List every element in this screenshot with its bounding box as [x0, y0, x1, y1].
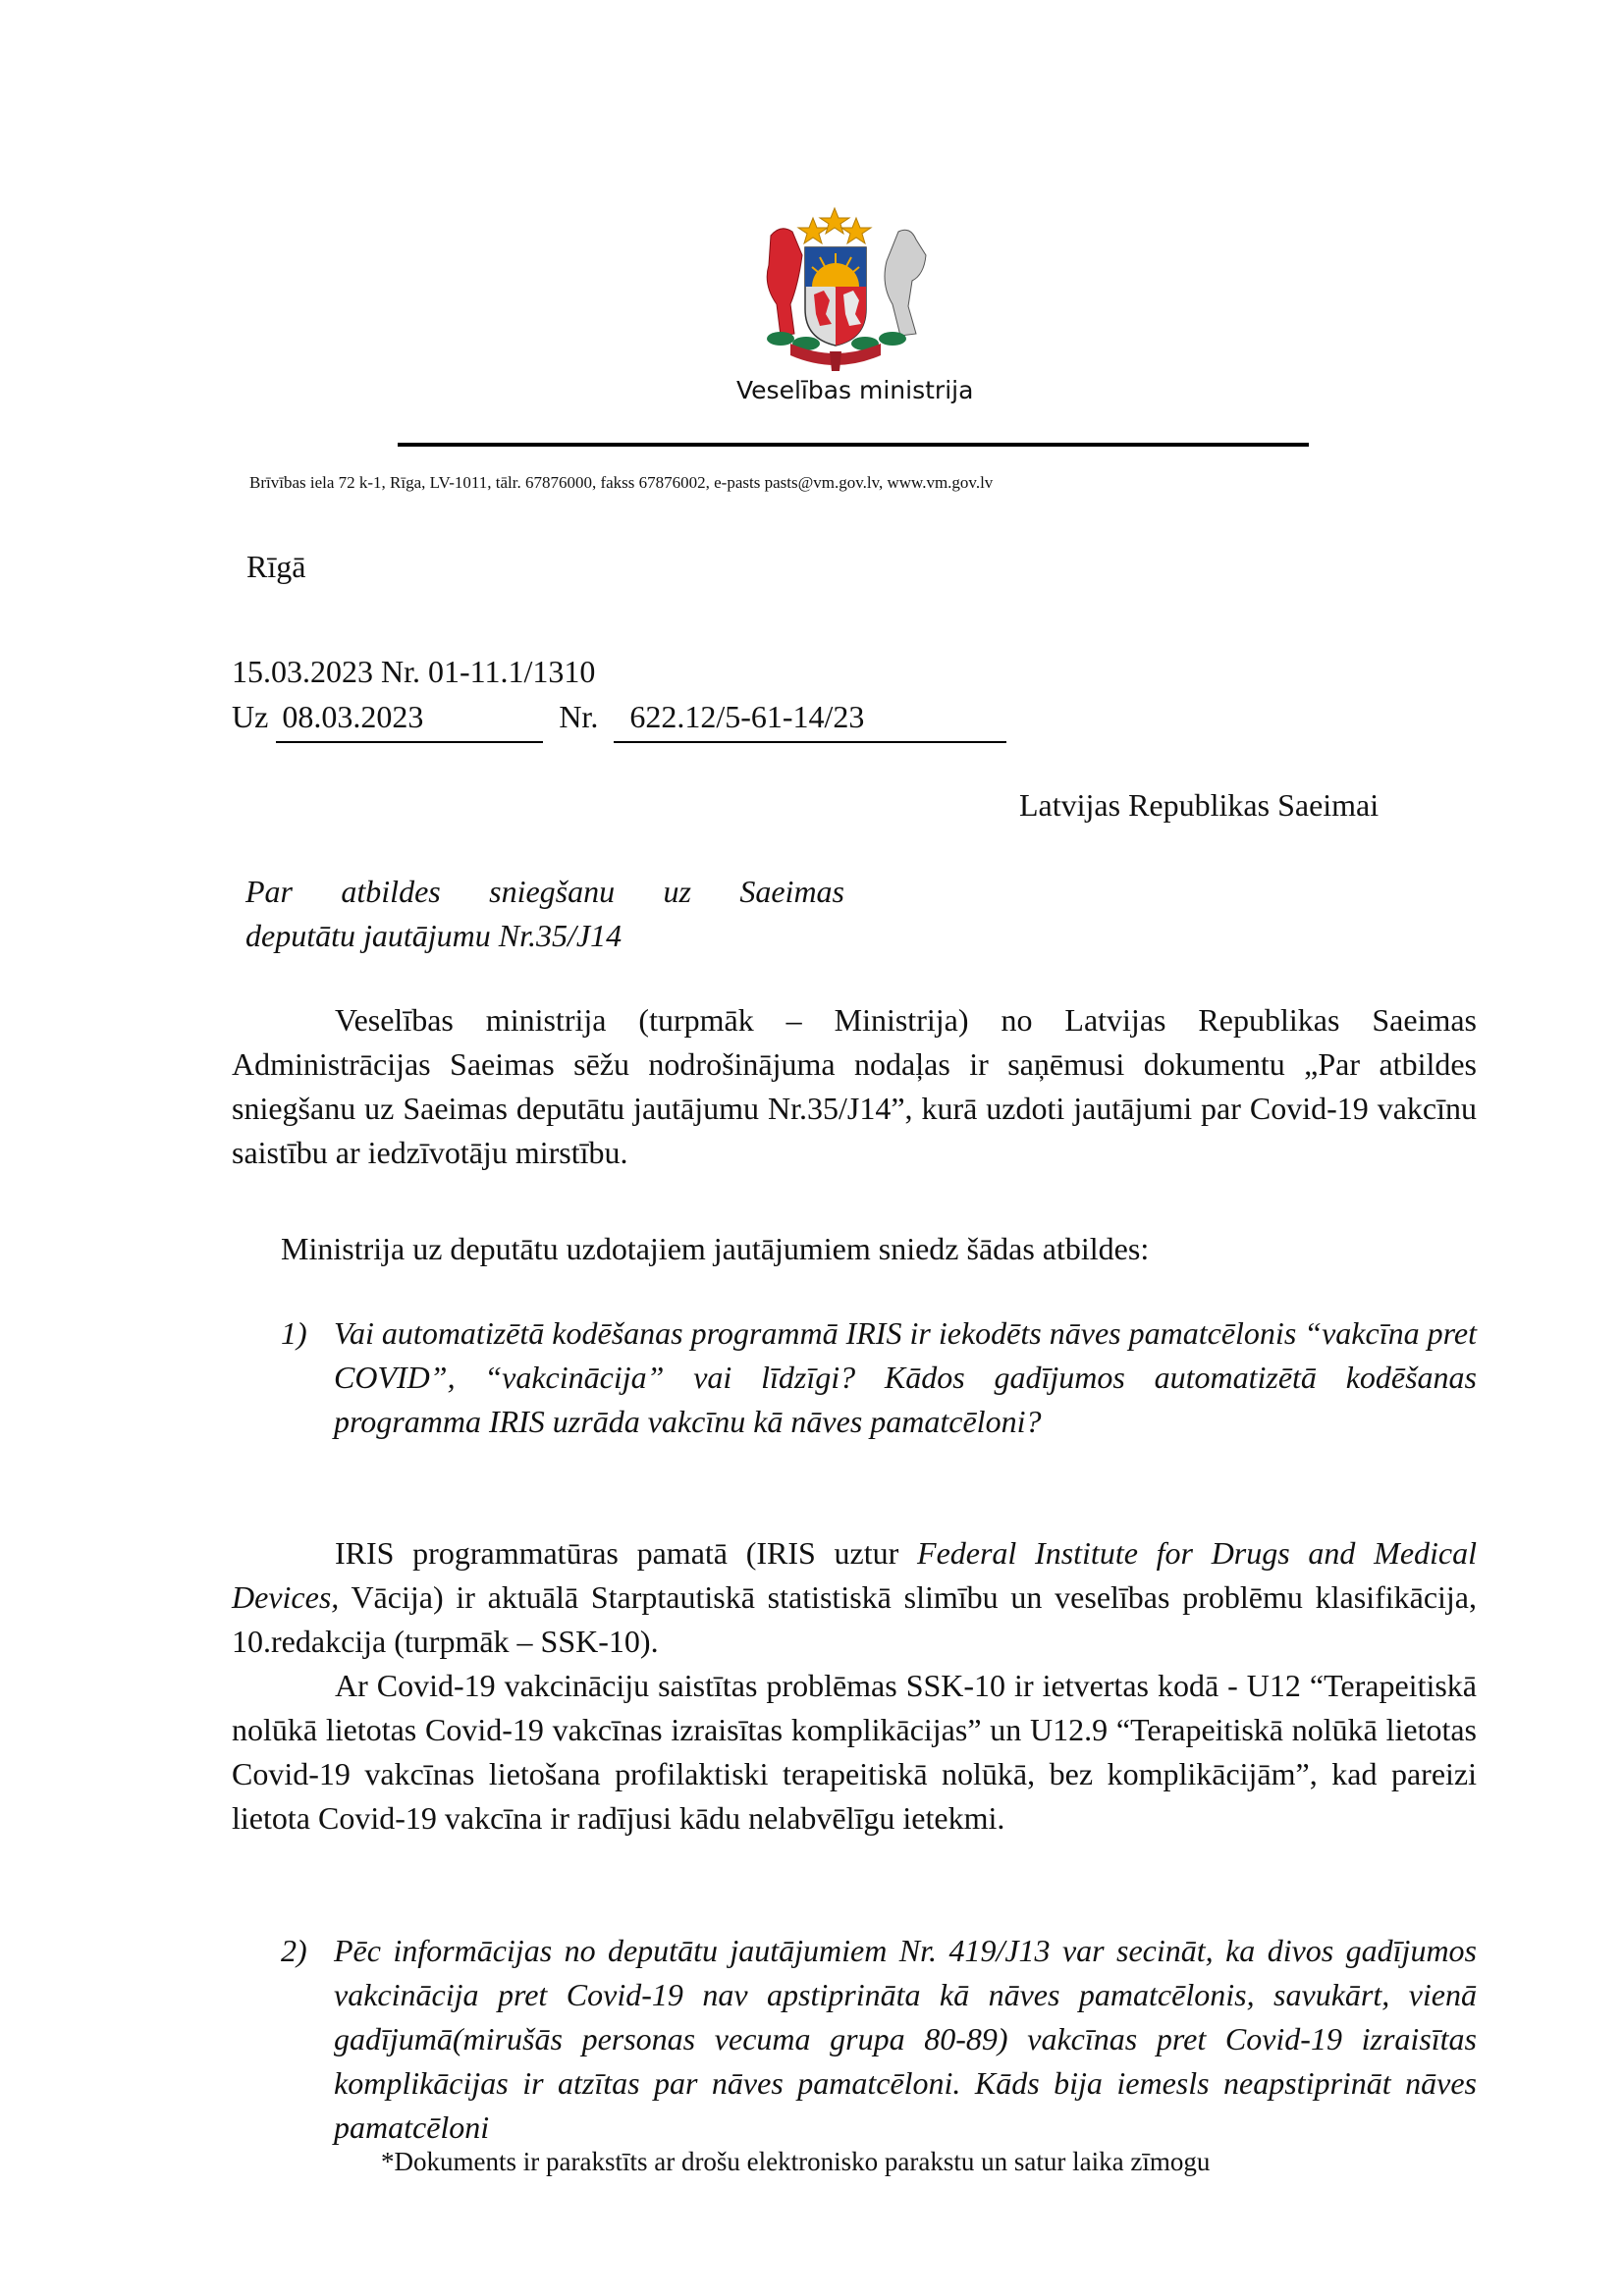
- reference-number: 622.12/5-61-14/23: [614, 695, 1006, 743]
- subject-word: Saeimas: [739, 874, 844, 909]
- subject-line-2: deputātu jautājumu Nr.35/J14: [245, 918, 623, 953]
- signature-note: *Dokuments ir parakstīts ar drošu elektronisko parakstu un satur laika zīmogu: [381, 2147, 1211, 2176]
- lead-paragraph: Ministrija uz deputātu uzdotajiem jautājumiem sniedz šādas atbildes:: [281, 1231, 1150, 1266]
- registration-line: [232, 650, 595, 694]
- subject-word: atbildes: [341, 874, 441, 909]
- recipient: Latvijas Republikas Saeimai: [1019, 787, 1380, 823]
- reference-date: 08.03.2023: [276, 695, 543, 743]
- city: Rīgā: [246, 549, 306, 584]
- answer-text: IRIS programmatūras pamatā (IRIS uztur: [335, 1535, 918, 1571]
- ministry-address: Brīvības iela 72 k-1, Rīga, LV-1011, tālr. 67876000, fakss 67876002, e-pasts pasts@vm.gov.lv, www.vm.gov.lv: [249, 473, 994, 492]
- question-2: [232, 1929, 1477, 2150]
- question-number: 1): [281, 1315, 307, 1351]
- subject-line-1: [245, 870, 844, 914]
- reference-nr-label: Nr.: [559, 699, 599, 734]
- question-1: [232, 1311, 1477, 1444]
- question-text: Pēc informācijas no deputātu jautājumiem Nr. 419/J13 var secināt, ka divos gadījumos vakcinācija pret Covid-19 nav apstiprināta kā nāves pamatcēlonis, savukārt, vienā gadījumā(mirušās personas vecuma grupa 80-89) vakcīnas pret Covid-19 izraisītas komplikācijas ir atzītas par nāves pamatcēloni. Kāds bija iemesls neapstiprināt nāves pamatcēloni: [334, 1933, 1477, 2145]
- registration-number: 01-11.1/1310: [428, 654, 596, 689]
- uz-label: Uz: [232, 699, 269, 734]
- ministry-name: Veselības ministrija: [736, 376, 974, 404]
- answer-1-paragraph-2: Ar Covid-19 vakcināciju saistītas problēmas SSK-10 ir ietvertas kodā - U12 “Terapeitiskā nolūkā lietotas Covid-19 vakcīnas izraisītas komplikācijas” un U12.9 “Terapeitiskā nolūkā lietotas Covid-19 vakcīnas lietošana profilaktiski terapeitiskā nolūkā, bez komplikācijām”, kad pareizi lietota Covid-19 vakcīna ir radījusi kādu nelabvēlīgu ietekmi.: [232, 1668, 1477, 1836]
- subject-word: sniegšanu: [489, 874, 616, 909]
- subject: [245, 870, 844, 958]
- answer-text: Vācija) ir aktuālā Starptautiskā statistiskā slimību un veselības problēmu klasifikācija, 10.redakcija (turpmāk – SSK-10).: [232, 1579, 1477, 1659]
- question-text: Vai automatizētā kodēšanas programmā IRIS ir iekodēts nāves pamatcēlonis “vakcīna pret COVID”, “vakcinācija” vai līdzīgi? Kādos gadījumos automatizētā kodēšanas programma IRIS uzrāda vakcīnu kā nāves pamatcēloni?: [334, 1315, 1477, 1439]
- nr-label: Nr.: [381, 654, 420, 689]
- question-number: 2): [281, 1933, 307, 1968]
- reference-line: [232, 695, 1006, 743]
- intro-paragraph: Veselības ministrija (turpmāk – Ministrija) no Latvijas Republikas Saeimas Administrācijas Saeimas sēžu nodrošinājuma nodaļas ir saņēmusi dokumentu „Par atbildes sniegšanu uz Saeimas deputātu jautājumu Nr.35/J14”, kurā uzdoti jautājumi par Covid-19 vakcīnu saistību ar iedzīvotāju mirstību.: [232, 1002, 1477, 1170]
- latvia-coat-of-arms-icon: [751, 196, 938, 373]
- subject-word: Par: [245, 874, 293, 909]
- answer-italic-text: Federal Institute for Drugs and Medical Devices,: [232, 1535, 1478, 1615]
- document-date: 15.03.2023: [232, 654, 373, 689]
- letterhead-divider: [398, 443, 1309, 447]
- answer-1-paragraph-1: [232, 1531, 1477, 1664]
- subject-word: uz: [663, 874, 691, 909]
